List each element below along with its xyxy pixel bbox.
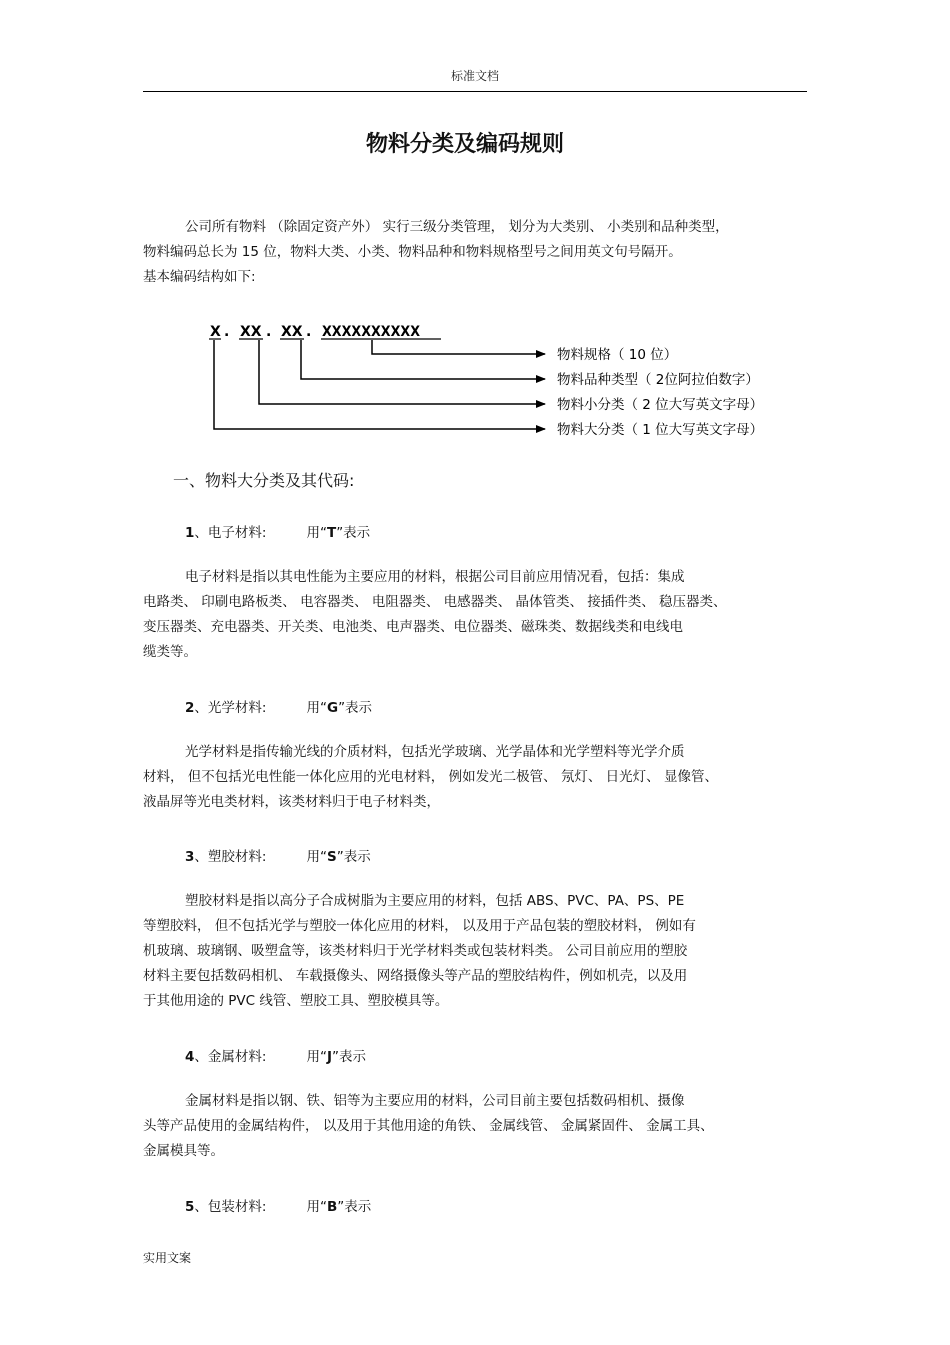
item-name: 、塑胶材料: — [194, 849, 267, 865]
page-footer-text: 实用文案 — [143, 1251, 192, 1265]
label-variety: 物料品种类型（ 2位阿拉伯数字） — [557, 372, 759, 388]
item-number: 1 — [185, 525, 195, 541]
label-minor: 物料小分类（ 2 位大写英文字母） — [557, 397, 764, 413]
item-code-suffix: ”表示 — [332, 1049, 366, 1065]
arrow-minor — [259, 340, 545, 404]
item-number: 5 — [185, 1199, 195, 1215]
item-code: B — [326, 1199, 338, 1215]
page-header-text: 标准文档 — [450, 69, 499, 83]
code-segment-major: X — [210, 324, 221, 340]
item-code-prefix: 用“ — [306, 525, 327, 541]
desc-line: 液晶屏等光电类材料，该类材料归于电子材料类， — [143, 794, 440, 810]
item-number: 2 — [185, 700, 195, 716]
intro-line-2: 物料编码总长为 15 位，物料大类、小类、物料品种和物料规格型号之间用英文句号隔开。 — [143, 244, 682, 260]
desc-line: 于其他用途的 PVC 线管、塑胶工具、塑胶模具等。 — [143, 993, 449, 1009]
arrow-variety — [301, 340, 545, 379]
label-major: 物料大分类（ 1 位大写英文字母） — [557, 422, 764, 438]
code-segment-spec: XXXXXXXXXX — [322, 324, 421, 340]
code-separator-2: . — [266, 324, 272, 340]
intro-line-3: 基本编码结构如下: — [143, 269, 256, 285]
item-code-prefix: 用“ — [306, 849, 327, 865]
arrow-spec — [372, 340, 545, 354]
item-description — [143, 740, 813, 815]
intro-line-1: 公司所有物料 （除固定资产外） 实行三级分类管理， 划分为大类别、 小类别和品种类型， — [185, 219, 729, 235]
item-code-prefix: 用“ — [306, 700, 327, 716]
item-heading — [185, 845, 371, 865]
desc-line: 头等产品使用的金属结构件， 以及用于其他用途的角铁、 金属线管、 金属紧固件、 金属工具、 — [143, 1118, 714, 1134]
section-heading: 一、物料大分类及其代码: — [173, 471, 355, 490]
label-spec: 物料规格（ 10 位） — [557, 347, 678, 363]
item-description — [143, 565, 813, 665]
code-structure-diagram — [0, 0, 950, 450]
desc-line: 电子材料是指以其电性能为主要应用的材料，根据公司目前应用情况看，包括：集成 — [185, 569, 685, 585]
item-code: T — [326, 525, 337, 541]
desc-line: 塑胶材料是指以高分子合成树脂为主要应用的材料，包括 ABS、PVC、PA、PS、PE — [185, 893, 685, 909]
desc-line: 金属材料是指以钢、铁、铝等为主要应用的材料，公司目前主要包括数码相机、摄像 — [185, 1093, 685, 1109]
item-number: 4 — [185, 1049, 195, 1065]
code-segment-variety: XX — [281, 324, 303, 340]
item-heading — [185, 1045, 366, 1065]
item-code: G — [326, 700, 339, 716]
item-name: 、电子材料: — [194, 525, 267, 541]
item-code: S — [326, 849, 337, 865]
item-code-prefix: 用“ — [306, 1199, 327, 1215]
desc-line: 等塑胶料， 但不包括光学与塑胶一体化应用的材料， 以及用于产品包装的塑胶材料， 例如有 — [143, 918, 696, 934]
item-description — [143, 889, 813, 1014]
desc-line: 电路类、 印刷电路板类、 电容器类、 电阻器类、 电感器类、 晶体管类、 接插件类、 稳压器类、 — [143, 594, 727, 610]
desc-line: 光学材料是指传输光线的介质材料，包括光学玻璃、光学晶体和光学塑料等光学介质 — [185, 744, 685, 760]
item-code-suffix: ”表示 — [338, 700, 373, 716]
item-heading — [185, 1195, 371, 1215]
item-code-suffix: ”表示 — [337, 1199, 372, 1215]
item-code-suffix: ”表示 — [336, 849, 371, 865]
item-name: 、光学材料: — [194, 700, 267, 716]
item-heading — [185, 521, 370, 541]
code-segment-minor: XX — [240, 324, 262, 340]
desc-line: 材料， 但不包括光电性能一体化应用的光电材料， 例如发光二极管、 氖灯、 日光灯、 显像管、 — [143, 769, 718, 785]
item-code: J — [326, 1049, 332, 1065]
item-code-prefix: 用“ — [306, 1049, 327, 1065]
document-title: 物料分类及编码规则 — [365, 132, 564, 157]
desc-line: 金属模具等。 — [143, 1143, 224, 1159]
item-code-suffix: ”表示 — [336, 525, 371, 541]
item-name: 、金属材料: — [194, 1049, 267, 1065]
item-heading — [185, 696, 372, 716]
code-separator-1: . — [224, 324, 230, 340]
desc-line: 材料主要包括数码相机、 车载摄像头、网络摄像头等产品的塑胶结构件，例如机壳，以及用 — [143, 968, 688, 984]
item-description — [143, 1089, 813, 1164]
desc-line: 缆类等。 — [143, 644, 197, 660]
item-number: 3 — [185, 849, 195, 865]
item-name: 、包装材料: — [194, 1199, 267, 1215]
desc-line: 变压器类、充电器类、开关类、电池类、电声器类、电位器类、磁珠类、数据线类和电线电 — [143, 619, 683, 635]
code-separator-3: . — [306, 324, 312, 340]
desc-line: 机玻璃、玻璃钢、吸塑盒等，该类材料归于光学材料类或包装材料类。 公司目前应用的塑胶 — [143, 943, 688, 959]
